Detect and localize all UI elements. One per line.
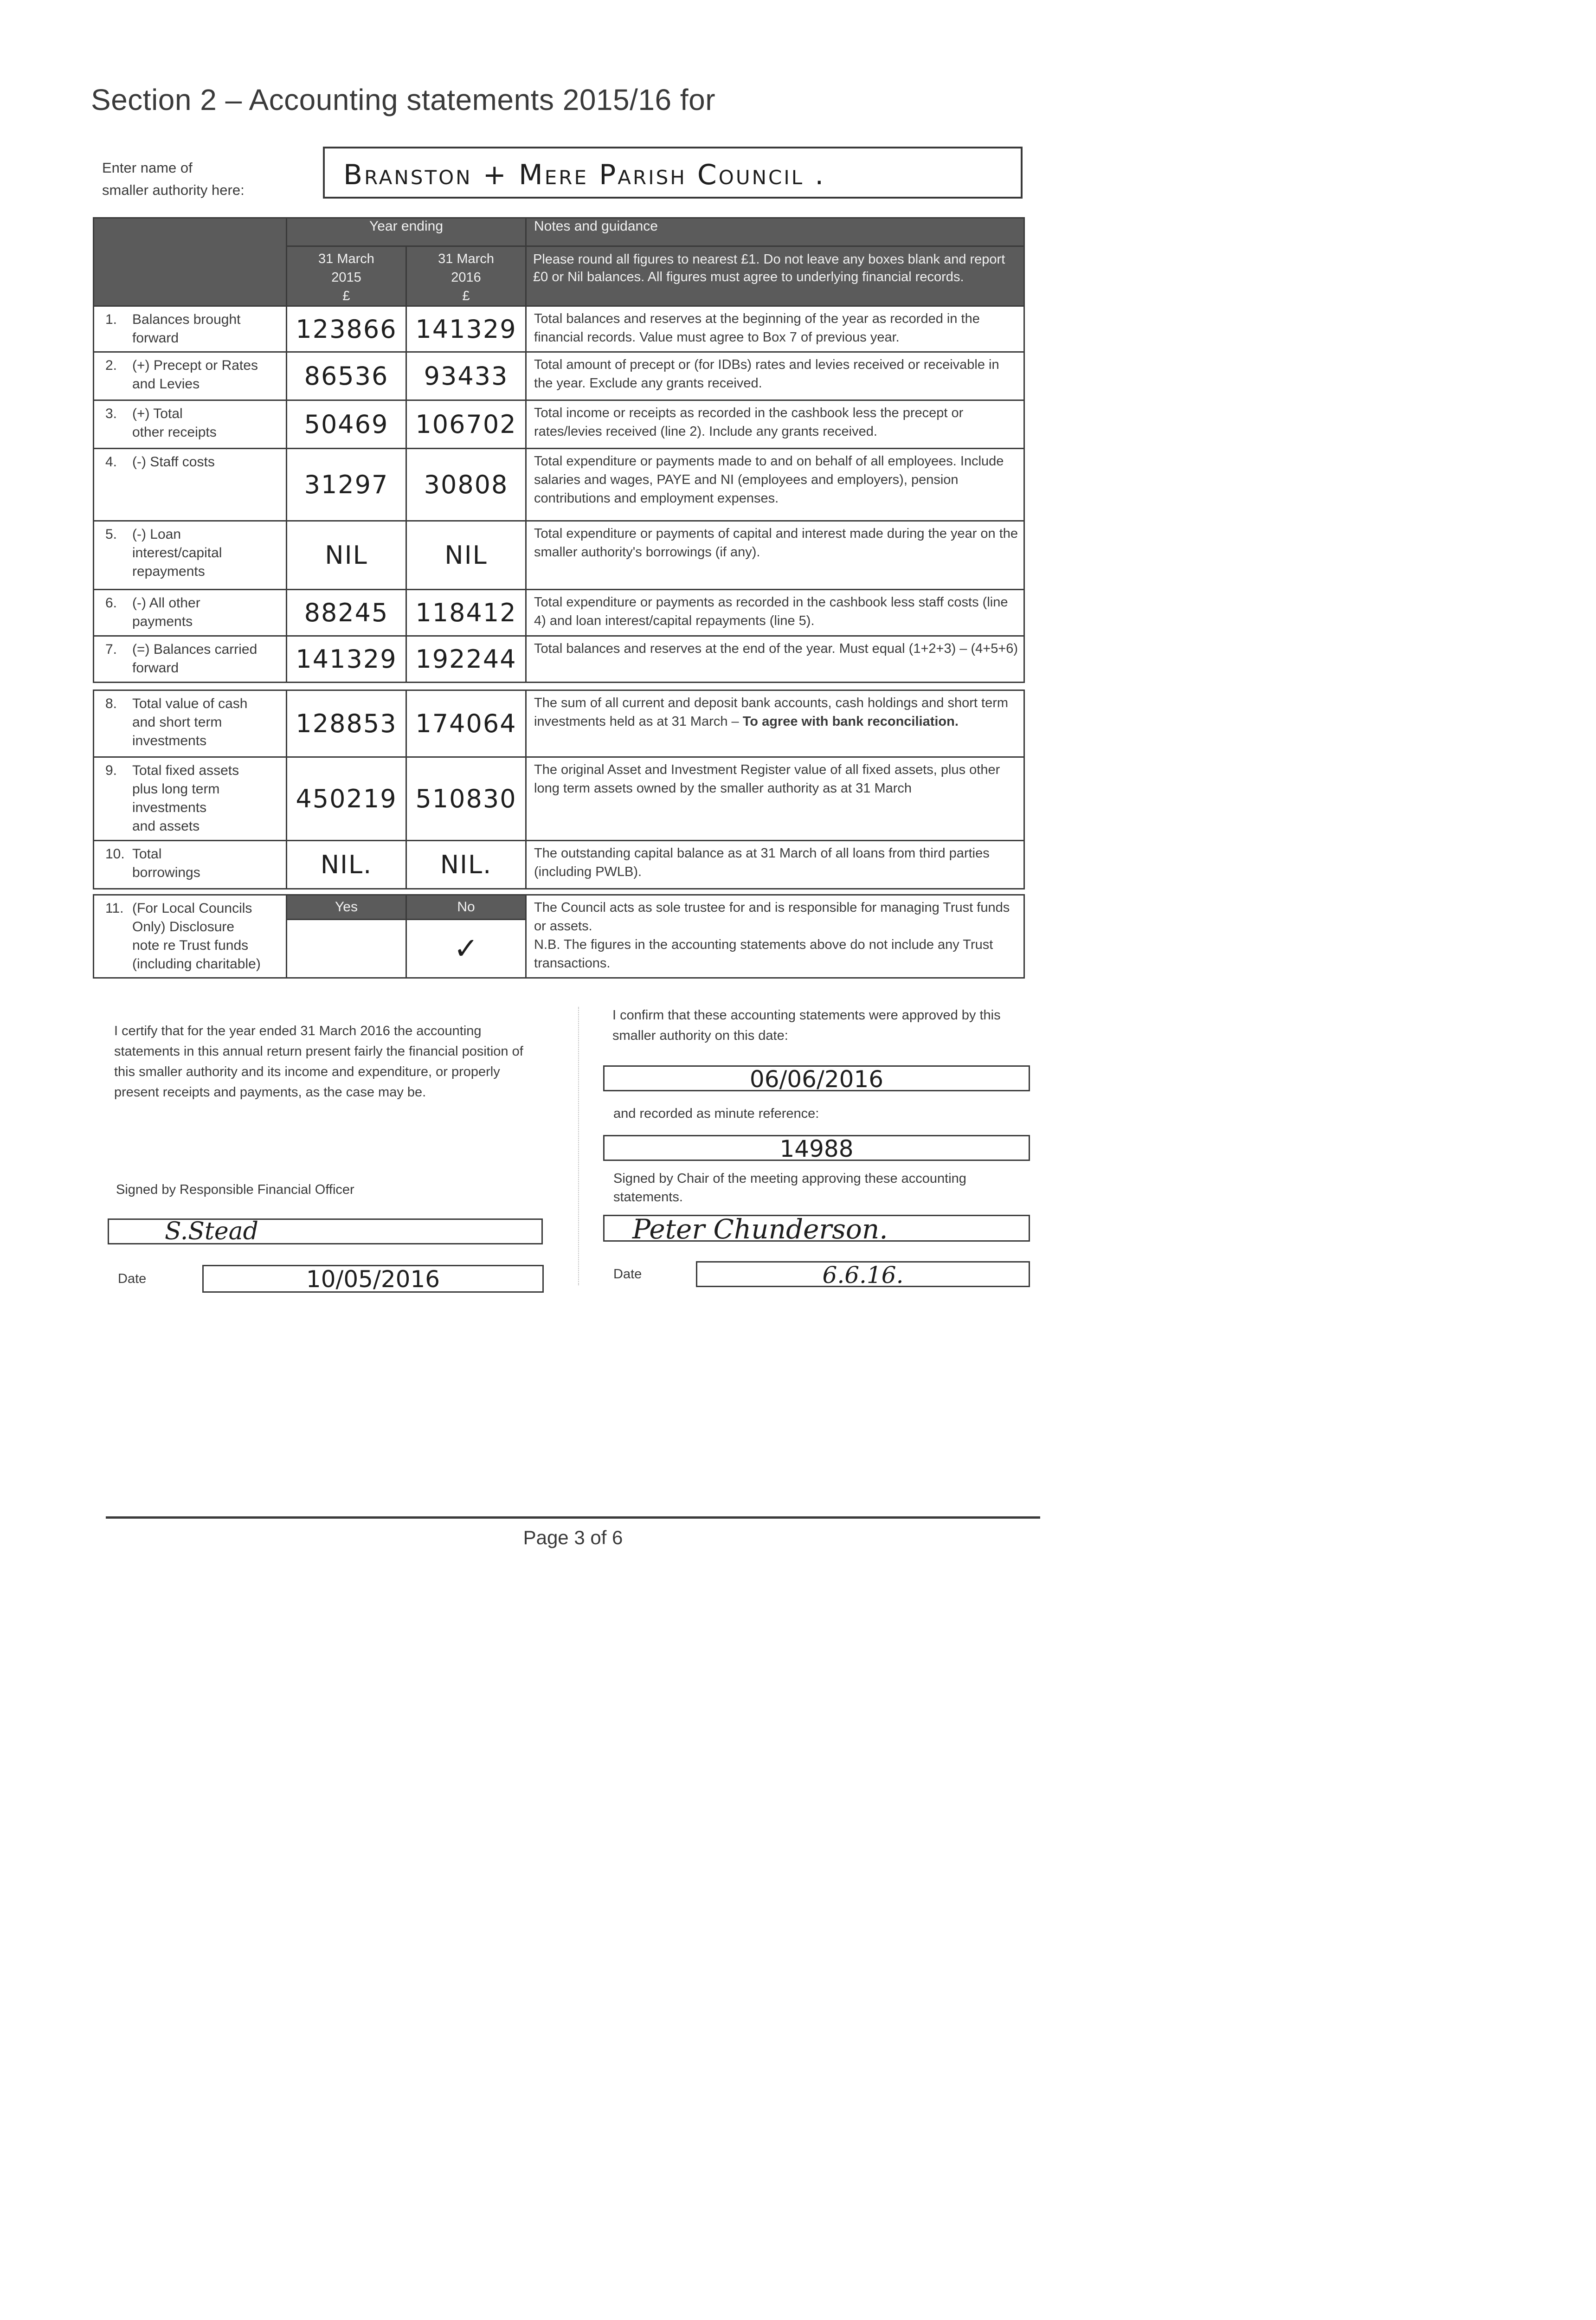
row-label: 11. (For Local Councils Only) Disclosure note re Trust funds (including charitable) <box>94 895 287 978</box>
value-2016[interactable]: 106702 <box>406 400 526 449</box>
header-2016-line1: 31 March <box>438 251 494 266</box>
minute-label: and recorded as minute reference: <box>613 1106 819 1121</box>
table-row <box>94 521 1024 590</box>
approval-date-field[interactable]: 06/06/2016 <box>603 1065 1030 1091</box>
trust-funds-row <box>94 895 1024 920</box>
yes-header: Yes <box>287 895 406 920</box>
table-row <box>94 690 1024 757</box>
header-2016-line2: 2016 <box>451 270 481 285</box>
value-2016[interactable]: 510830 <box>406 757 526 841</box>
header-2015-line2: 2015 <box>331 270 361 285</box>
header-col-2016 <box>406 246 526 306</box>
table-gap <box>94 683 1024 690</box>
table-row <box>94 306 1024 352</box>
row-note: Total income or receipts as recorded in the cashbook less the precept or rates/levies received (line 2). Include any grants received. <box>526 400 1024 449</box>
authority-name-field[interactable] <box>323 147 1023 199</box>
table-row <box>94 636 1024 683</box>
table-row <box>94 841 1024 889</box>
no-checkbox[interactable]: ✓ <box>406 920 526 978</box>
header-year-ending: Year ending <box>287 218 526 246</box>
chair-date-label: Date <box>613 1267 642 1282</box>
row-note: Total balances and reserves at the beginning of the year as recorded in the financial records. Value must agree to Box 7 of previous year. <box>526 306 1024 352</box>
row-label: 3. (+) Total other receipts <box>94 400 287 449</box>
value-2016[interactable]: 141329 <box>406 306 526 352</box>
row-note: Total expenditure or payments as recorded in the cashbook less staff costs (line 4) and loan interest/capital repayments (line 5). <box>526 590 1024 636</box>
table-gap <box>94 889 1024 895</box>
row-label: 9. Total fixed assets plus long term investments and assets <box>94 757 287 841</box>
table-row <box>94 590 1024 636</box>
rfo-signed-label: Signed by Responsible Financial Officer <box>116 1182 354 1197</box>
row-note: Total expenditure or payments made to and on behalf of all employees. Include salaries and wages, PAYE and NI (employees and employers), pension contributions and employment expenses. <box>526 449 1024 521</box>
value-2015[interactable]: 123866 <box>287 306 406 352</box>
trust-note-1: The Council acts as sole trustee for and is responsible for managing Trust funds or assets. <box>534 900 1010 934</box>
authority-name-value: Branston + Mere Parish Council . <box>343 159 826 191</box>
value-2015[interactable]: 50469 <box>287 400 406 449</box>
chair-date-field[interactable]: 6.6.16. <box>696 1261 1030 1287</box>
table-row <box>94 352 1024 400</box>
header-blank-cell <box>94 218 287 306</box>
header-col-2015 <box>287 246 406 306</box>
row-note: The outstanding capital balance as at 31 March of all loans from third parties (including PWLB). <box>526 841 1024 889</box>
header-2015-line1: 31 March <box>318 251 374 266</box>
value-2015[interactable]: 450219 <box>287 757 406 841</box>
value-2016[interactable]: 118412 <box>406 590 526 636</box>
row-note: The original Asset and Investment Register value of all fixed assets, plus other long term assets owned by the smaller authority as at 31 March <box>526 757 1024 841</box>
value-2015[interactable]: NIL <box>287 521 406 590</box>
value-2016[interactable]: 192244 <box>406 636 526 683</box>
accounting-statements-table <box>93 217 1025 979</box>
yes-checkbox[interactable] <box>287 920 406 978</box>
row-label: 5. (-) Loan interest/capital repayments <box>94 521 287 590</box>
row-label: 4. (-) Staff costs <box>94 449 287 521</box>
value-2016[interactable]: 30808 <box>406 449 526 521</box>
row-note: The sum of all current and deposit bank accounts, cash holdings and short term investments held as at 31 March – To agree with bank reconciliation. <box>526 690 1024 757</box>
certification-text: I certify that for the year ended 31 March 2016 the accounting statements in this annual return present fairly the financial position of this smaller authority and its income and expenditure, or properly present receipts and payments, as the case may be. <box>114 1024 523 1100</box>
trust-note-2: N.B. The figures in the accounting statements above do not include any Trust transactions. <box>534 937 993 971</box>
value-2015[interactable]: 88245 <box>287 590 406 636</box>
header-notes: Notes and guidance <box>526 218 1024 246</box>
table-row <box>94 757 1024 841</box>
value-2015[interactable]: 141329 <box>287 636 406 683</box>
header-2015-line3: £ <box>342 289 350 303</box>
value-2016[interactable]: 93433 <box>406 352 526 400</box>
section-title: Section 2 – Accounting statements 2015/16 for <box>91 83 716 116</box>
row-note: Total expenditure or payments of capital and interest made during the year on the smaller authority's borrowings (if any). <box>526 521 1024 590</box>
row-label: 2. (+) Precept or Rates and Levies <box>94 352 287 400</box>
table-row <box>94 400 1024 449</box>
value-2016[interactable]: NIL. <box>406 841 526 889</box>
header-2016-line3: £ <box>462 289 470 303</box>
header-guidance: Please round all figures to nearest £1. Do not leave any boxes blank and report £0 or Nil balances. All figures must agree to underlying financial records. <box>526 246 1024 306</box>
row-label: 8. Total value of cash and short term investments <box>94 690 287 757</box>
row-label: 1. Balances brought forward <box>94 306 287 352</box>
value-2016[interactable]: 174064 <box>406 690 526 757</box>
minute-ref-field[interactable]: 14988 <box>603 1135 1030 1161</box>
rfo-date-field[interactable]: 10/05/2016 <box>202 1265 544 1293</box>
row-note: Total amount of precept or (for IDBs) rates and levies received or receivable in the year. Exclude any grants received. <box>526 352 1024 400</box>
page-number: Page 3 of 6 <box>523 1527 623 1548</box>
chair-signed-label: Signed by Chair of the meeting approving these accounting statements. <box>613 1171 966 1205</box>
authority-label-line1: Enter name of <box>102 160 193 176</box>
row-label: 10. Total borrowings <box>94 841 287 889</box>
no-header: No <box>406 895 526 920</box>
table-row <box>94 449 1024 521</box>
value-2015[interactable]: 31297 <box>287 449 406 521</box>
row-note <box>526 895 1024 978</box>
approval-text: I confirm that these accounting statements were approved by this smaller authority on this date: <box>612 1008 1001 1043</box>
rfo-date-label: Date <box>118 1271 147 1286</box>
row-note: Total balances and reserves at the end of the year. Must equal (1+2+3) – (4+5+6) <box>526 636 1024 683</box>
authority-label-line2: smaller authority here: <box>102 182 245 198</box>
rfo-signature-field[interactable]: S.Stead <box>108 1218 543 1244</box>
value-2015[interactable]: 86536 <box>287 352 406 400</box>
value-2016[interactable]: NIL <box>406 521 526 590</box>
section-divider <box>578 1007 579 1285</box>
chair-signature-field[interactable]: Peter Chunderson. <box>603 1215 1030 1242</box>
value-2015[interactable]: NIL. <box>287 841 406 889</box>
authority-name-label <box>102 157 245 201</box>
row-label: 7. (=) Balances carried forward <box>94 636 287 683</box>
footer-rule <box>106 1516 1040 1519</box>
row-label: 6. (-) All other payments <box>94 590 287 636</box>
value-2015[interactable]: 128853 <box>287 690 406 757</box>
